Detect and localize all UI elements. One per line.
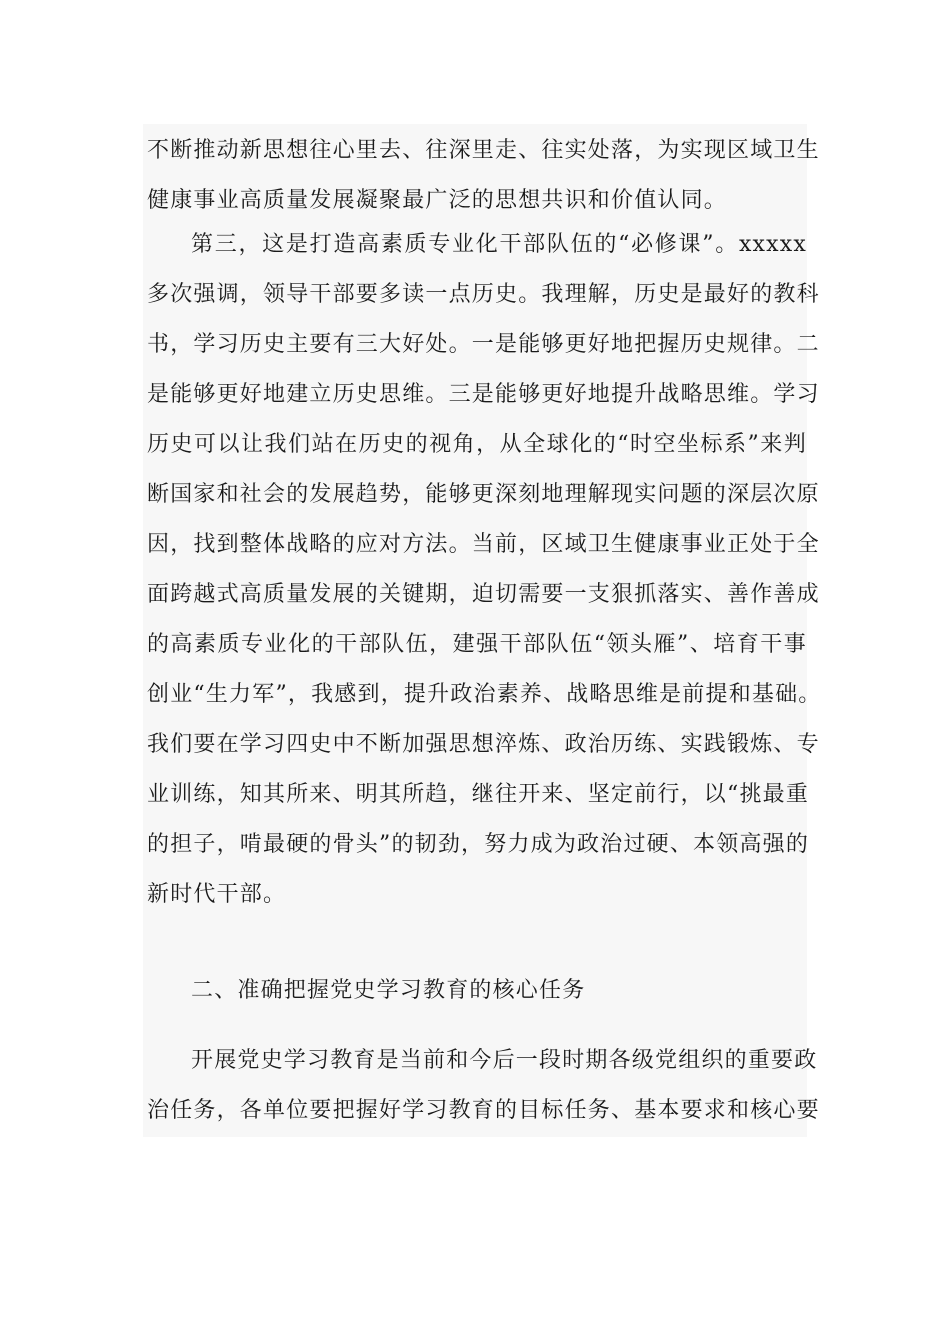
- paragraph-line: 书，学习历史主要有三大好处。一是能够更好地把握历史规律。二: [147, 332, 820, 357]
- paragraph-line: 断国家和社会的发展趋势，能够更深刻地理解现实问题的深层次原: [147, 482, 820, 507]
- paragraph-line: 的高素质专业化的干部队伍，建强干部队伍“领头雁”、培育干事: [147, 632, 807, 657]
- paragraph-line: 健康事业高质量发展凝聚最广泛的思想共识和价值认同。: [147, 188, 728, 213]
- paragraph-line: 我们要在学习四史中不断加强思想淬炼、政治历练、实践锻炼、专: [147, 732, 820, 757]
- paragraph-1: [147, 126, 820, 226]
- paragraph-2: [147, 220, 822, 920]
- paragraph-line: 是能够更好地建立历史思维。三是能够更好地提升战略思维。学习: [147, 382, 820, 407]
- paragraph-line: 面跨越式高质量发展的关键期，迫切需要一支狠抓落实、善作善成: [147, 582, 820, 607]
- paragraph-line: 业训练，知其所来、明其所趋，继往开来、坚定前行，以“挑最重: [147, 782, 810, 807]
- paragraph-line: 治任务，各单位要把握好学习教育的目标任务、基本要求和核心要: [147, 1098, 820, 1123]
- paragraph-line: 创业“生力军”，我感到，提升政治素养、战略思维是前提和基础。: [147, 682, 822, 707]
- paragraph-3: [147, 1036, 820, 1136]
- paragraph-line: 第三，这是打造高素质专业化干部队伍的“必修课”。xxxxx: [191, 232, 807, 257]
- paragraph-line: 新时代干部。: [147, 882, 287, 907]
- paragraph-line: 开展党史学习教育是当前和今后一段时期各级党组织的重要政: [191, 1048, 818, 1073]
- paragraph-line: 因，找到整体战略的应对方法。当前，区域卫生健康事业正处于全: [147, 532, 820, 557]
- paragraph-line: 历史可以让我们站在历史的视角，从全球化的“时空坐标系”来判: [147, 432, 807, 457]
- paragraph-line: 的担子，啃最硬的骨头”的韧劲，努力成为政治过硬、本领高强的: [147, 832, 810, 857]
- paragraph-line: 不断推动新思想往心里去、往深里走、往实处落，为实现区域卫生: [147, 138, 820, 163]
- section-heading: 二、准确把握党史学习教育的核心任务: [191, 978, 586, 1003]
- paragraph-line: 多次强调，领导干部要多读一点历史。我理解，历史是最好的教科: [147, 282, 820, 307]
